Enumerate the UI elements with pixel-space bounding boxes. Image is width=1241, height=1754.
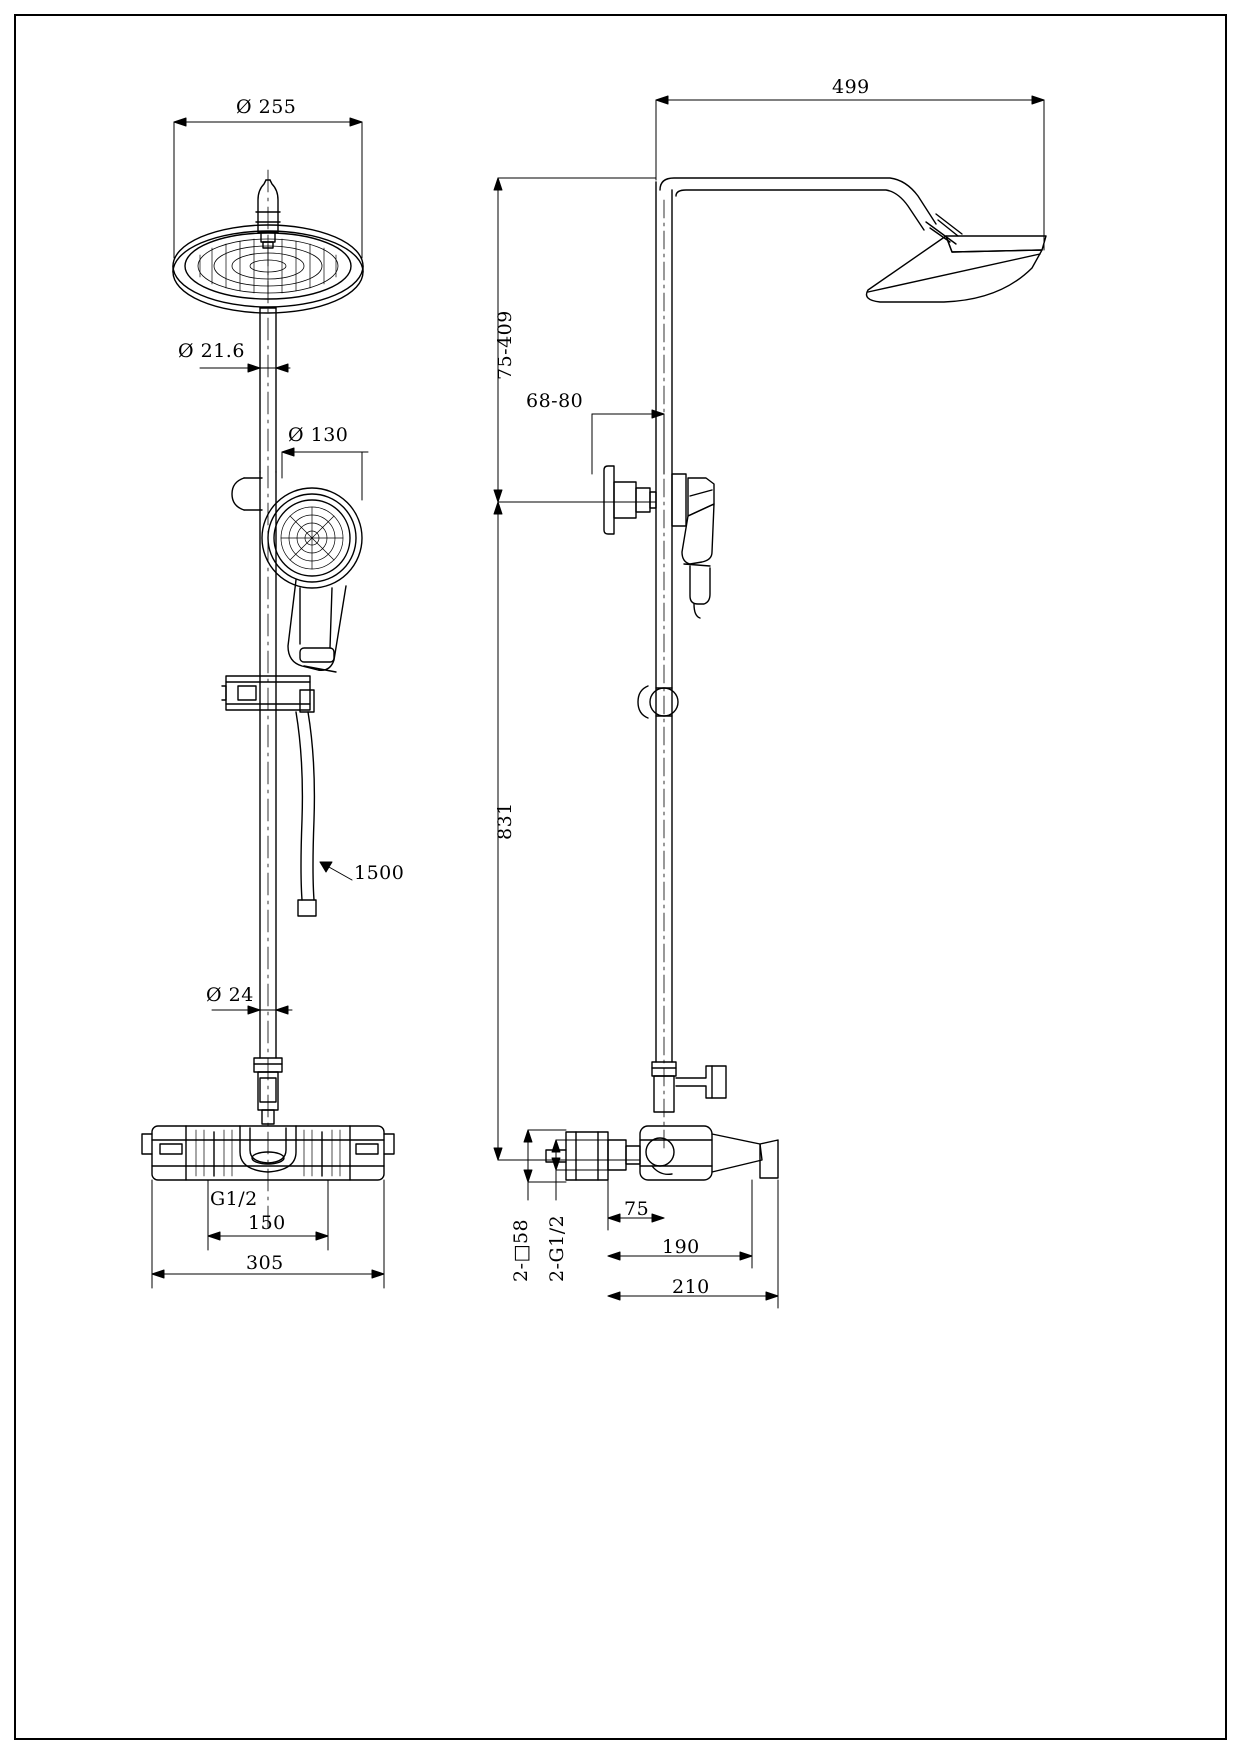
dim-spout-projection: 190 bbox=[662, 1236, 700, 1258]
dim-spout-offset: 75 bbox=[624, 1198, 650, 1220]
dim-head-height-range: 75-409 bbox=[494, 310, 516, 380]
dim-bracket-projection: 68-80 bbox=[526, 390, 584, 412]
dim-wall-plate-square: 2-□58 bbox=[510, 1218, 532, 1282]
dim-riser-lower-diameter: Ø 24 bbox=[206, 984, 254, 1006]
dim-mixer-width: 305 bbox=[246, 1252, 284, 1274]
dim-inlet-centres: 150 bbox=[248, 1212, 286, 1234]
dim-arm-projection: 499 bbox=[832, 76, 870, 98]
dim-inlet-thread: G1/2 bbox=[210, 1188, 258, 1210]
dim-wall-inlet-thread: 2-G1/2 bbox=[546, 1214, 568, 1282]
dim-hose-length: 1500 bbox=[354, 862, 405, 884]
dim-riser-height: 831 bbox=[494, 802, 516, 840]
dim-hand-shower-diameter: Ø 130 bbox=[288, 424, 349, 446]
dim-total-projection: 210 bbox=[672, 1276, 710, 1298]
dim-rain-head-diameter: Ø 255 bbox=[236, 96, 297, 118]
dim-riser-upper-diameter: Ø 21.6 bbox=[178, 340, 245, 362]
